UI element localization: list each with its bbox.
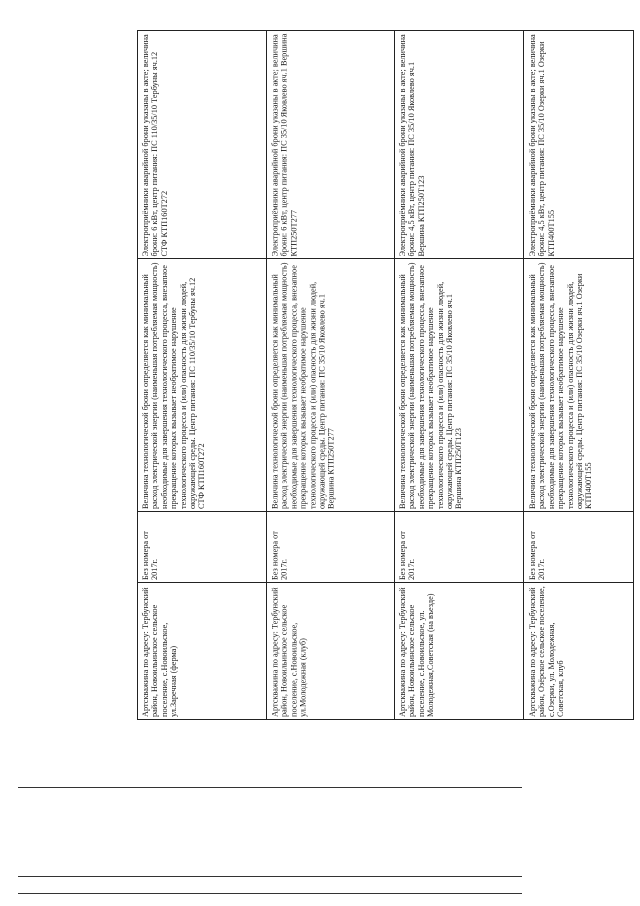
address-cell: Артскважина по адресу: Тербунский район, Новоильинское сельское поселение, с.Новоильское, ул. Молодежная,Советская (на въезде) [398,587,436,717]
description-cell-wrap [268,259,393,511]
divider [18,787,522,788]
number-cell-wrap [396,512,522,582]
number-cell-wrap [268,512,393,582]
description-cell: Величина технологической брони определяется как минимальный расход электрической энергии (наименьшая потребляемая мощность) необходимые для завершения технологического процесса, внезапное прекращение которых вызывает необратимое нарушение технологического процесса и (или) опасность для жизни людей, окружающей среды. Центр питания: ПС 35/10 Озерки яч.1 Озерки КТП400Т155 [528,262,594,509]
number-cell-wrap [526,512,632,582]
number-cell-wrap [139,512,265,582]
reserve-table-last-row [524,30,634,720]
address-cell-wrap [526,583,632,719]
description-cell-wrap [139,259,265,511]
reserve-cell: Электроприёмники аварийной брони указаны в акте; величина брони: 6 кВт, центр питания: ПС 35/10 Яковлево яч.1 Вершина КТП250Т277 [270,33,298,256]
description-cell: Величина технологической брони определяется как минимальный расход электрической энергии (наименьшая потребляемая мощность) необходимые для завершения технологического процесса, внезапное прекращение которых вызывает необратимое нарушение технологического процесса и (или) опасность для жизни людей, окружающей среды. Центр питания: ПС 110/35/10 Тербуны яч.12 СТФ КТП160Т272 [141,262,207,509]
address-cell-wrap [268,583,393,719]
number-cell: Без номера от 2017г. [270,531,289,580]
reserve-cell: Электроприёмники аварийной брони указаны в акте; величина брони: 6 кВт, центр питания: ПС 110/35/10 Тербуны яч.12 СТФ КТП160Т272 [141,33,169,256]
reserve-table [137,30,524,720]
table-row [526,31,632,258]
table-row [268,31,393,258]
number-cell: Без номера от 2017г. [141,531,160,580]
reserve-cell: Электроприёмники аварийной брони указаны в акте; величина брони: 4,5 кВт, центр питания: ПС 35/10 Озерки яч.1 Озерки КТП400Т155 [528,33,556,256]
reserve-cell: Электроприёмники аварийной брони указаны в акте; величина брони: 4,5 кВт, центр питания: ПС 35/10 Яковлево яч.1 Вершина КТП250Т123 [398,33,426,256]
address-cell: Артскважина по адресу: Тербунский район, Новоильинское сельское поселение, с.Новоильское, ул.Заречная (ферма) [141,587,179,717]
description-cell-wrap [396,259,522,511]
description-cell-wrap [526,259,632,511]
divider [18,876,522,877]
number-cell: Без номера от 2017г. [398,531,417,580]
address-cell-wrap [396,583,522,719]
address-cell: Артскважина по адресу: Тербунский район, Озёрское сельское поселение, с.Озерки, ул. Молодежная, Советская, клуб [528,586,566,717]
divider [18,893,522,894]
table-row [396,31,522,258]
address-cell: Артскважина по адресу: Тербунский район, Новоильинское сельское поселение, с.Новоильское, ул.Молодежная (клуб) [270,587,308,717]
description-cell: Величина технологической брони определяется как минимальный расход электрической энергии (наименьшая потребляемая мощность) необходимые для завершения технологического процесса, внезапное прекращение которых вызывает необратимое нарушение технологического процесса и (или) опасность для жизни людей, окружающей среды. Центр питания: ПС 35/10 Яковлево яч.1 Вершина КТП250Т123 [398,262,464,509]
address-cell-wrap [139,583,265,719]
description-cell: Величина технологической брони определяется как минимальный расход электрической энергии (наименьшая потребляемая мощность) необходимые для завершения технологического процесса, внезапное прекращение которых вызывает необратимое нарушение технологического процесса и (или) опасность для жизни людей, окружающей среды. Центр питания: ПС 35/10 Яковлево яч.1 Вершина КТП250Т277 [270,262,336,509]
table-row [139,31,265,258]
number-cell: Без номера от 2017г. [528,531,547,580]
